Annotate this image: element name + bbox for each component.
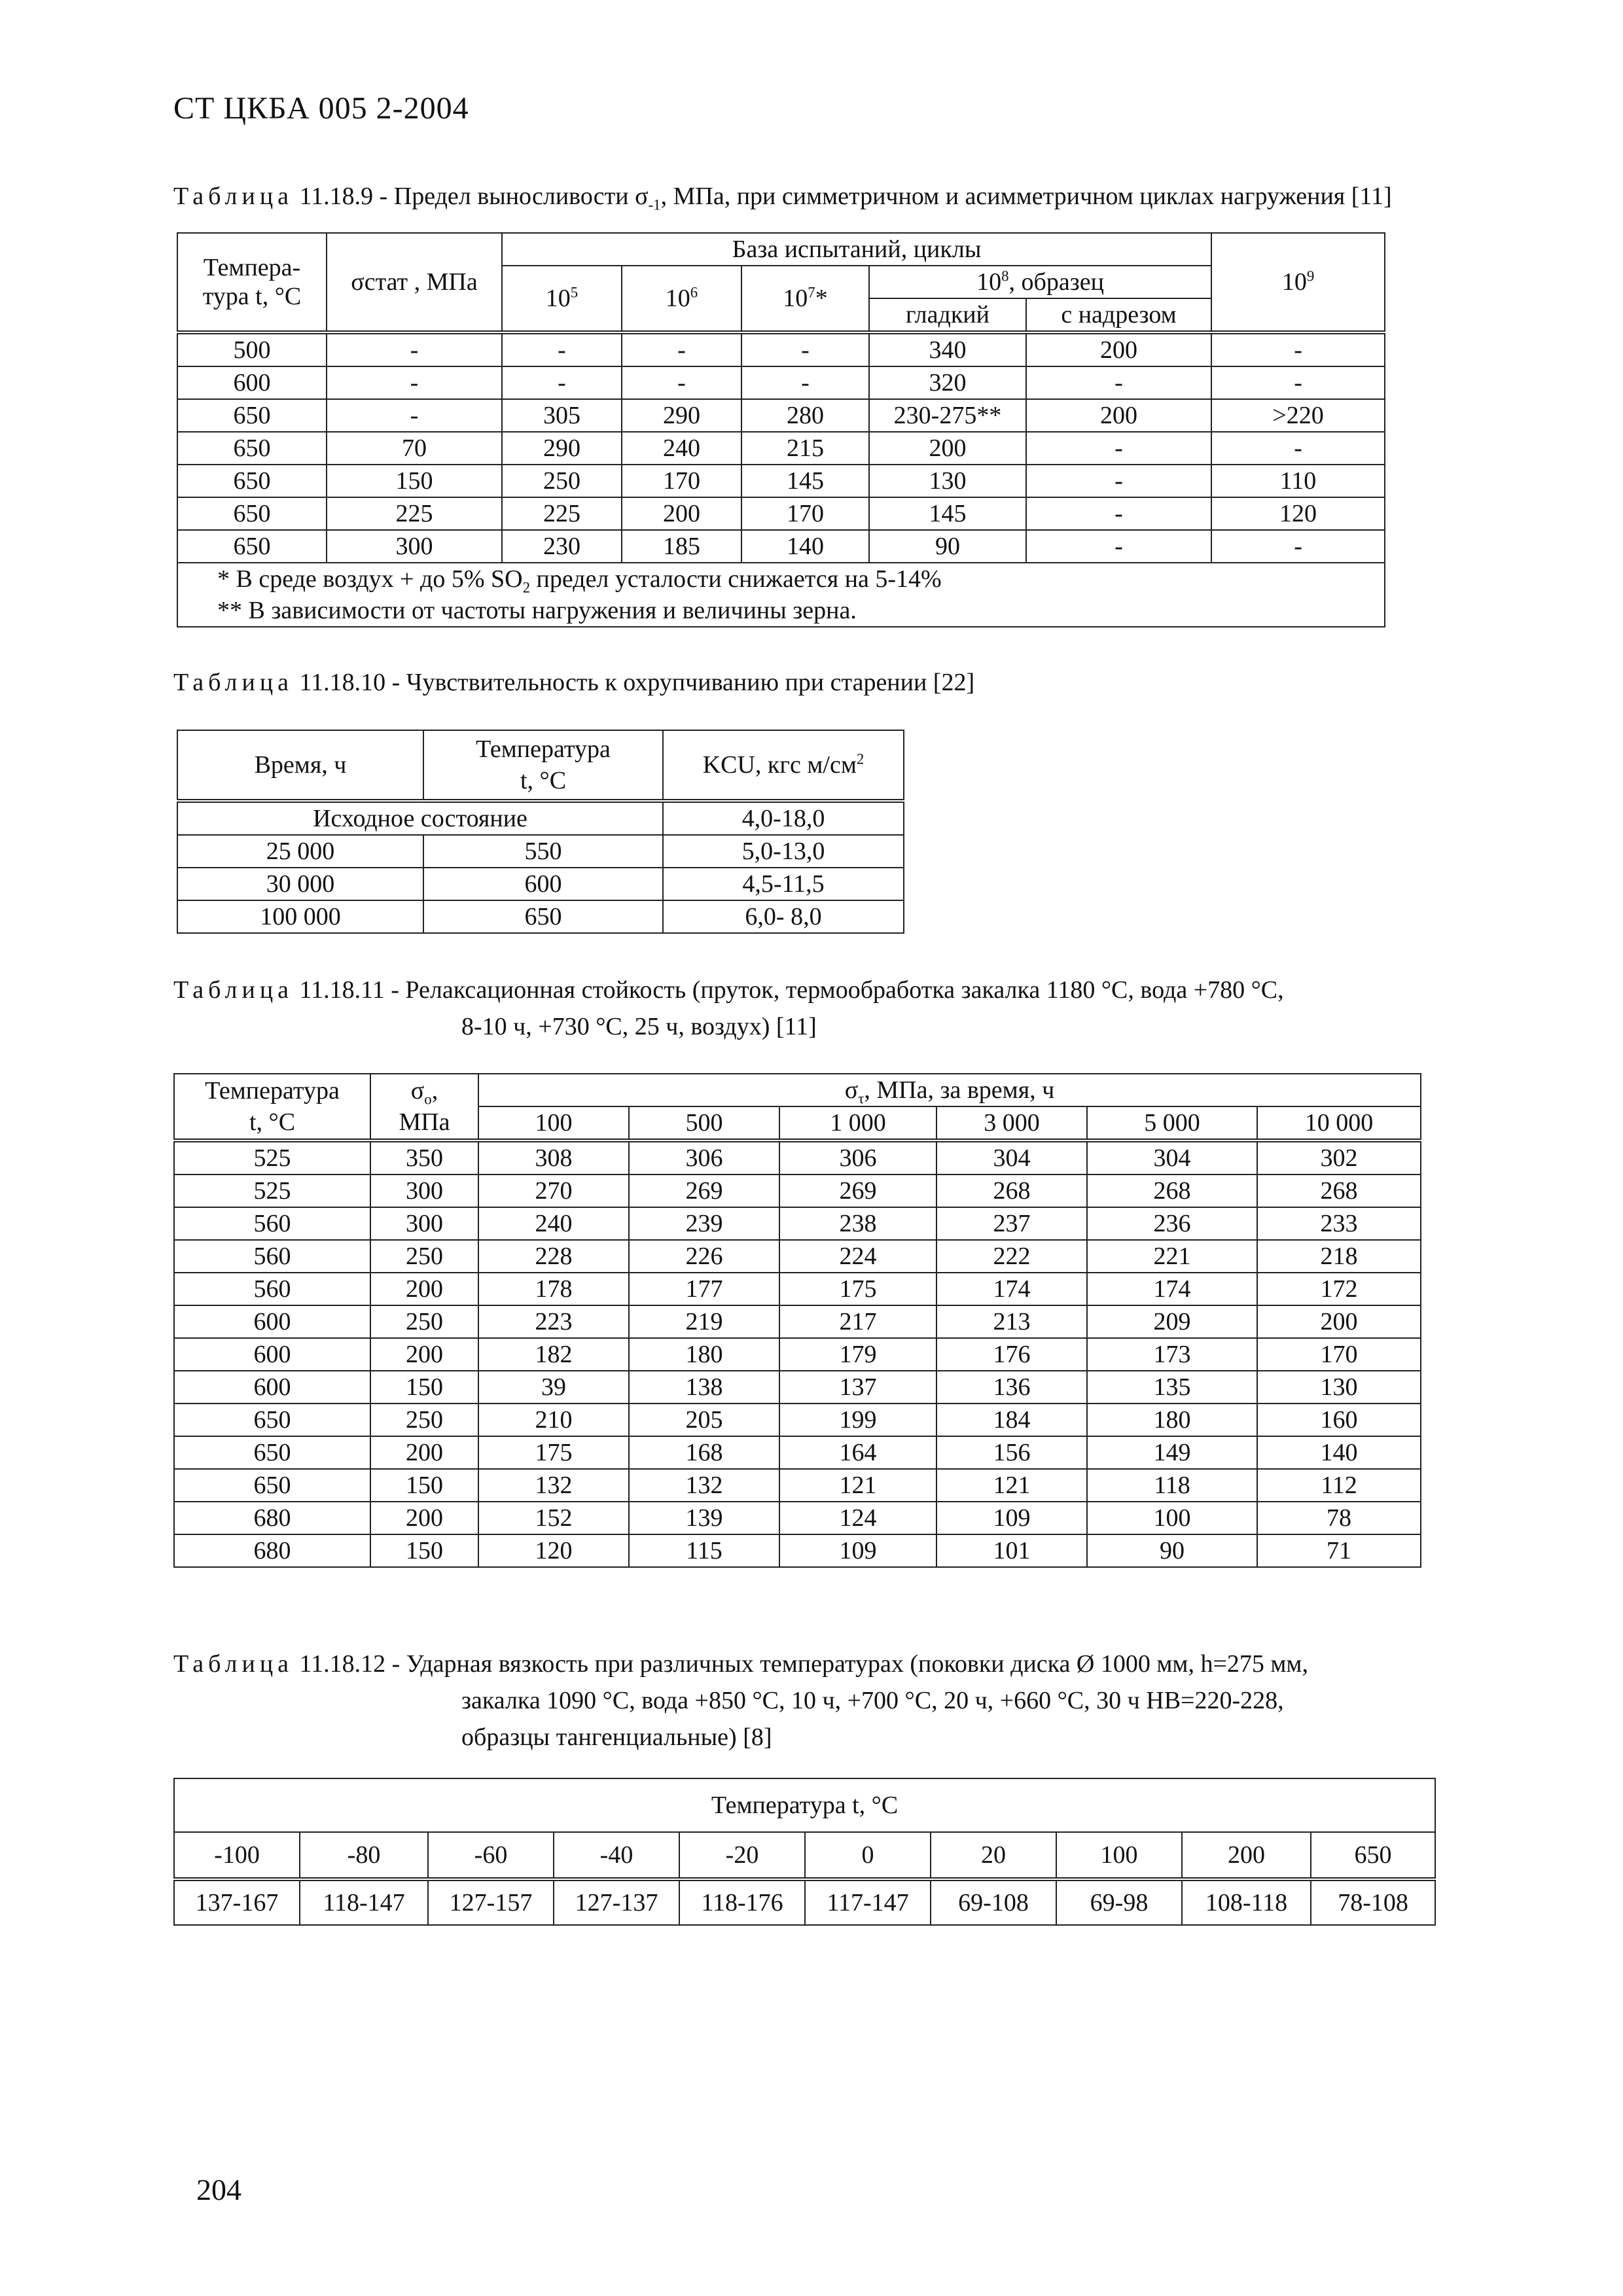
table11-cell: 250 [370, 1305, 478, 1338]
table10-initial-label: Исходное состояние [177, 801, 663, 835]
table11-cell: 226 [629, 1240, 779, 1273]
table-row [177, 900, 904, 933]
table11-cell: 124 [779, 1502, 936, 1534]
table11-cell: 200 [370, 1338, 478, 1371]
table11-cell: 121 [779, 1469, 936, 1502]
table11-cell: 209 [1087, 1305, 1257, 1338]
table9-cell: 70 [327, 432, 502, 465]
table11-cell: 120 [478, 1534, 629, 1567]
table9-header-notch: с надрезом [1026, 298, 1211, 332]
table11-cell: 304 [1087, 1140, 1257, 1174]
note1-a: * В среде воздух + до 5% SO [217, 565, 523, 593]
table11-cell: 306 [779, 1140, 936, 1174]
note1-b: предел усталости снижается на 5-14% [530, 565, 942, 593]
table9-header-106 [622, 266, 741, 332]
table10-header-kcu [663, 730, 904, 801]
table9-header-temp: Темпера-тура t, °С [177, 233, 327, 332]
t11-temp1: Температура [205, 1077, 340, 1104]
table9-cell: 230-275** [869, 399, 1026, 432]
table11-cell: 680 [174, 1534, 370, 1567]
table11-cell: 650 [174, 1469, 370, 1502]
table12-value: 137-167 [174, 1879, 300, 1925]
table9-cell: 200 [869, 432, 1026, 465]
t11-s0: σ [410, 1077, 425, 1104]
table9-cell: - [741, 332, 869, 366]
table9-header-107 [741, 266, 869, 332]
table9-cell: - [1026, 530, 1211, 563]
t11-temp2: t, °С [249, 1108, 296, 1136]
table11-cell: 302 [1257, 1140, 1421, 1174]
table9-header-105 [502, 266, 622, 332]
table11-cell: 300 [370, 1174, 478, 1207]
table9-108-base: 10 [976, 268, 1002, 296]
table9-note-1 [177, 563, 1385, 595]
table11-cell: 39 [478, 1371, 629, 1404]
table11-cell: 136 [936, 1371, 1087, 1404]
table11-cell: 178 [478, 1273, 629, 1305]
table-row [174, 1240, 1421, 1273]
table-row [174, 1404, 1421, 1436]
table11-cell: 213 [936, 1305, 1087, 1338]
table11-cell: 138 [629, 1371, 779, 1404]
table11-cell: 600 [174, 1338, 370, 1371]
table11-cell: 239 [629, 1207, 779, 1240]
table11-cell: 304 [936, 1140, 1087, 1174]
table9-107-base: 10 [783, 285, 808, 312]
table9-cell: 340 [869, 332, 1026, 366]
table11-cell: 221 [1087, 1240, 1257, 1273]
table12-temp: -40 [554, 1832, 679, 1879]
table11-cell: 525 [174, 1174, 370, 1207]
table11-cell: 268 [1087, 1174, 1257, 1207]
table9-cell: 150 [327, 465, 502, 497]
t11-s0-comma: , [431, 1077, 438, 1104]
table10-label: Таблица [173, 669, 294, 696]
table12-temp: -80 [300, 1832, 428, 1879]
table12-title-line1: - Ударная вязкость при различных температурах (поковки диска Ø 1000 мм, h=275 мм, [391, 1650, 1308, 1678]
table11-cell: 268 [936, 1174, 1087, 1207]
table9-106-base: 10 [665, 285, 690, 312]
table9-title-rest: , МПа, при симметричном и асимметричном циклах нагружения [11] [660, 183, 1392, 210]
t11-st-rest: , МПа, за время, ч [864, 1076, 1055, 1104]
table9-cell: >220 [1211, 399, 1385, 432]
table11-number: 11.18.11 [299, 976, 385, 1004]
table11-cell: 217 [779, 1305, 936, 1338]
table12-temp: -100 [174, 1832, 300, 1879]
table9-cell: 320 [869, 366, 1026, 399]
table9-cell: - [502, 332, 622, 366]
table9-title: - Предел выносливости σ [379, 183, 649, 210]
table11-header-sigma0 [370, 1074, 478, 1140]
table-row [174, 1502, 1421, 1534]
table10-cell: 600 [423, 868, 663, 900]
table9-cell: 170 [741, 497, 869, 530]
table9 [177, 232, 1385, 627]
t11-s0-unit: МПа [399, 1108, 450, 1136]
table11-cell: 269 [779, 1174, 936, 1207]
table9-note-2: ** В зависимости от частоты нагружения и величины зерна. [177, 595, 1385, 627]
table11-cell: 237 [936, 1207, 1087, 1240]
table9-cell: 650 [177, 530, 327, 563]
table9-cell: 305 [502, 399, 622, 432]
table11-header-time: 1 000 [779, 1106, 936, 1140]
table9-cell: 230 [502, 530, 622, 563]
table11-caption [173, 972, 1284, 1045]
table-row [177, 432, 1385, 465]
table11-cell: 600 [174, 1371, 370, 1404]
table11-cell: 560 [174, 1240, 370, 1273]
table11-cell: 182 [478, 1338, 629, 1371]
table11-cell: 160 [1257, 1404, 1421, 1436]
table11-label: Таблица [173, 976, 294, 1004]
table11-cell: 164 [779, 1436, 936, 1469]
table-row [177, 399, 1385, 432]
table-row [177, 530, 1385, 563]
table9-107-sup: 7 [808, 284, 815, 301]
table11-cell: 270 [478, 1174, 629, 1207]
table11-cell: 139 [629, 1502, 779, 1534]
table9-108-sup: 8 [1001, 268, 1009, 285]
table9-107-star: * [815, 285, 828, 312]
table11-cell: 152 [478, 1502, 629, 1534]
table9-cell: 650 [177, 465, 327, 497]
table11-cell: 121 [936, 1469, 1087, 1502]
table9-106-sup: 6 [690, 284, 698, 301]
table11-header-time: 5 000 [1087, 1106, 1257, 1140]
table11-cell: 205 [629, 1404, 779, 1436]
table11-cell: 269 [629, 1174, 779, 1207]
table11-header-time: 100 [478, 1106, 629, 1140]
table11-cell: 200 [1257, 1305, 1421, 1338]
table11-header-sigma-t [478, 1074, 1421, 1106]
page-number: 204 [196, 2173, 241, 2206]
table11-cell: 240 [478, 1207, 629, 1240]
table11-cell: 268 [1257, 1174, 1421, 1207]
table11-cell: 560 [174, 1207, 370, 1240]
table-row [174, 1140, 1421, 1174]
table9-header-smooth: гладкий [869, 298, 1026, 332]
t11-s0-sub: о [424, 1091, 432, 1108]
table11-cell: 150 [370, 1469, 478, 1502]
table11-cell: 350 [370, 1140, 478, 1174]
table12-temp: -60 [428, 1832, 554, 1879]
table-row [174, 1436, 1421, 1469]
table9-cell: - [502, 366, 622, 399]
table12-temp: 200 [1182, 1832, 1311, 1879]
table11-cell: 233 [1257, 1207, 1421, 1240]
table11-cell: 199 [779, 1404, 936, 1436]
table11-cell: 180 [629, 1338, 779, 1371]
t11-st-sub: τ [858, 1090, 865, 1106]
table11-cell: 175 [779, 1273, 936, 1305]
table9-cell: - [1026, 432, 1211, 465]
table12-temp: -20 [679, 1832, 805, 1879]
table9-cell: - [1026, 366, 1211, 399]
table11-cell: 150 [370, 1371, 478, 1404]
table11-cell: 150 [370, 1534, 478, 1567]
table9-title-sub: -1 [648, 196, 661, 213]
table11-cell: 218 [1257, 1240, 1421, 1273]
table9-caption [173, 178, 1392, 215]
table12 [173, 1778, 1436, 1926]
table12-temp: 650 [1311, 1832, 1435, 1879]
table11-title-line1: - Релаксационная стойкость (пруток, термообработка закалка 1180 °С, вода +780 °С, [391, 976, 1284, 1004]
table11-cell: 650 [174, 1436, 370, 1469]
table9-109-base: 10 [1281, 268, 1307, 296]
t10-temp1: Температура [476, 735, 611, 763]
table10-cell: 25 000 [177, 835, 423, 868]
table-row [174, 1305, 1421, 1338]
table9-cell: - [1026, 497, 1211, 530]
table9-109-sup: 9 [1306, 268, 1315, 285]
table9-cell: 120 [1211, 497, 1385, 530]
table11-cell: 200 [370, 1436, 478, 1469]
table11-cell: 168 [629, 1436, 779, 1469]
t11-st: σ [844, 1076, 859, 1104]
table11-cell: 132 [629, 1469, 779, 1502]
table11-cell: 175 [478, 1436, 629, 1469]
table11-cell: 560 [174, 1273, 370, 1305]
table11-cell: 100 [1087, 1502, 1257, 1534]
table11-cell: 184 [936, 1404, 1087, 1436]
table10-header-temp [423, 730, 663, 801]
table11-cell: 174 [936, 1273, 1087, 1305]
table9-cell: 185 [622, 530, 741, 563]
table9-cell: - [1211, 530, 1385, 563]
table12-temp: 0 [805, 1832, 931, 1879]
t10-kcu: KCU, кгс м/см [702, 751, 857, 779]
table11-cell: 172 [1257, 1273, 1421, 1305]
table12-value: 127-137 [554, 1879, 679, 1925]
table10-title: - Чувствительность к охрупчиванию при старении [22] [391, 669, 975, 696]
table9-header-base: База испытаний, циклы [502, 233, 1211, 266]
table11-cell: 228 [478, 1240, 629, 1273]
table11-header-time: 500 [629, 1106, 779, 1140]
table9-label: Таблица [173, 183, 294, 210]
table12-value: 69-108 [931, 1879, 1056, 1925]
table9-cell: 225 [502, 497, 622, 530]
table9-cell: - [1211, 332, 1385, 366]
table9-header-108 [869, 266, 1211, 298]
table-row [174, 1469, 1421, 1502]
table9-cell: 290 [622, 399, 741, 432]
table11-cell: 250 [370, 1240, 478, 1273]
table11-cell: 600 [174, 1305, 370, 1338]
table-row [177, 465, 1385, 497]
table11-cell: 170 [1257, 1338, 1421, 1371]
table11-cell: 109 [936, 1502, 1087, 1534]
table-row [177, 868, 904, 900]
table10-cell: 6,0- 8,0 [663, 900, 904, 933]
table9-header-sigma: σстат , МПа [327, 233, 502, 332]
table11-cell: 176 [936, 1338, 1087, 1371]
table10-initial-value: 4,0-18,0 [663, 801, 904, 835]
table11-cell: 200 [370, 1502, 478, 1534]
table10-cell: 100 000 [177, 900, 423, 933]
table10-caption [173, 664, 974, 701]
table11-cell: 223 [478, 1305, 629, 1338]
table11-cell: 135 [1087, 1371, 1257, 1404]
table12-temp: 100 [1056, 1832, 1182, 1879]
table11-cell: 650 [174, 1404, 370, 1436]
table-row [174, 1879, 1435, 1925]
table11-cell: 112 [1257, 1469, 1421, 1502]
table9-108-rest: , образец [1008, 268, 1104, 296]
table11-cell: 306 [629, 1140, 779, 1174]
table-row [174, 1338, 1421, 1371]
table9-cell: 170 [622, 465, 741, 497]
table11-cell: 130 [1257, 1371, 1421, 1404]
table11-cell: 115 [629, 1534, 779, 1567]
table9-cell: - [741, 366, 869, 399]
table10 [177, 730, 904, 934]
table9-cell: 290 [502, 432, 622, 465]
table12-title-line3: образцы тангенциальные) [8] [461, 1723, 772, 1751]
table9-cell: 250 [502, 465, 622, 497]
table9-cell: 130 [869, 465, 1026, 497]
table-row [177, 835, 904, 868]
table9-cell: 145 [869, 497, 1026, 530]
table9-cell: - [622, 332, 741, 366]
table9-cell: - [1211, 366, 1385, 399]
table10-number: 11.18.10 [299, 669, 386, 696]
table11-header-time: 10 000 [1257, 1106, 1421, 1140]
table11-cell: 156 [936, 1436, 1087, 1469]
table9-cell: 650 [177, 432, 327, 465]
table-row [177, 366, 1385, 399]
table11-cell: 174 [1087, 1273, 1257, 1305]
t10-kcu-sup: 2 [856, 751, 865, 768]
table12-value: 108-118 [1182, 1879, 1311, 1925]
table10-cell: 4,5-11,5 [663, 868, 904, 900]
table9-cell: 600 [177, 366, 327, 399]
table9-cell: 280 [741, 399, 869, 432]
table12-label: Таблица [173, 1650, 294, 1678]
table10-cell: 30 000 [177, 868, 423, 900]
table11-cell: 236 [1087, 1207, 1257, 1240]
table-row [177, 332, 1385, 366]
table11-cell: 149 [1087, 1436, 1257, 1469]
table11 [173, 1073, 1421, 1568]
table11-cell: 219 [629, 1305, 779, 1338]
table9-cell: 110 [1211, 465, 1385, 497]
table12-title-line2: закалка 1090 °С, вода +850 °С, 10 ч, +700 °С, 20 ч, +660 °С, 30 ч HB=220-228, [461, 1687, 1284, 1714]
table9-cell: - [622, 366, 741, 399]
table10-header-time: Время, ч [177, 730, 423, 801]
table9-cell: - [327, 399, 502, 432]
table9-cell: - [327, 332, 502, 366]
table-row [177, 801, 904, 835]
table11-cell: 109 [779, 1534, 936, 1567]
table12-number: 11.18.12 [299, 1650, 386, 1678]
table11-cell: 308 [478, 1140, 629, 1174]
table9-cell: 140 [741, 530, 869, 563]
table11-cell: 300 [370, 1207, 478, 1240]
table9-cell: - [327, 366, 502, 399]
document-header: СТ ЦКБА 005 2-2004 [173, 91, 469, 126]
table9-cell: 225 [327, 497, 502, 530]
table10-cell: 5,0-13,0 [663, 835, 904, 868]
table11-cell: 118 [1087, 1469, 1257, 1502]
table11-cell: 101 [936, 1534, 1087, 1567]
table11-cell: 210 [478, 1404, 629, 1436]
table-row [174, 1207, 1421, 1240]
table10-cell: 650 [423, 900, 663, 933]
table9-cell: 200 [622, 497, 741, 530]
table9-cell: - [1211, 432, 1385, 465]
table9-105-sup: 5 [570, 284, 579, 301]
table11-cell: 222 [936, 1240, 1087, 1273]
table11-cell: 132 [478, 1469, 629, 1502]
table9-cell: 300 [327, 530, 502, 563]
table11-cell: 680 [174, 1502, 370, 1534]
table12-value: 78-108 [1311, 1879, 1435, 1925]
table9-105-base: 10 [545, 285, 571, 312]
table12-value: 127-157 [428, 1879, 554, 1925]
table9-cell: 215 [741, 432, 869, 465]
table-row [174, 1832, 1435, 1879]
table9-cell: 650 [177, 497, 327, 530]
table9-cell: 650 [177, 399, 327, 432]
table9-cell: - [1026, 465, 1211, 497]
table-row [174, 1273, 1421, 1305]
table-row [174, 1534, 1421, 1567]
table12-header-temp: Температура t, °С [174, 1778, 1435, 1832]
table12-temp: 20 [931, 1832, 1056, 1879]
table9-cell: 145 [741, 465, 869, 497]
table11-cell: 525 [174, 1140, 370, 1174]
table11-cell: 173 [1087, 1338, 1257, 1371]
table12-value: 118-147 [300, 1879, 428, 1925]
table11-cell: 140 [1257, 1436, 1421, 1469]
table11-cell: 90 [1087, 1534, 1257, 1567]
table11-cell: 177 [629, 1273, 779, 1305]
table11-cell: 71 [1257, 1534, 1421, 1567]
table-row [174, 1174, 1421, 1207]
table12-value: 69-98 [1056, 1879, 1182, 1925]
table11-cell: 137 [779, 1371, 936, 1404]
table9-cell: 90 [869, 530, 1026, 563]
table11-cell: 180 [1087, 1404, 1257, 1436]
table9-header-109 [1211, 233, 1385, 332]
table9-cell: 500 [177, 332, 327, 366]
table9-cell: 200 [1026, 399, 1211, 432]
table11-cell: 224 [779, 1240, 936, 1273]
table11-cell: 78 [1257, 1502, 1421, 1534]
table12-caption [173, 1646, 1308, 1756]
table11-cell: 250 [370, 1404, 478, 1436]
table12-value: 118-176 [679, 1879, 805, 1925]
table11-header-time: 3 000 [936, 1106, 1087, 1140]
table11-header-temp [174, 1074, 370, 1140]
table9-cell: 200 [1026, 332, 1211, 366]
table-row [177, 497, 1385, 530]
table9-number: 11.18.9 [299, 183, 374, 210]
table12-value: 117-147 [805, 1879, 931, 1925]
table11-title-line2: 8-10 ч, +730 °С, 25 ч, воздух) [11] [461, 1013, 817, 1040]
table-row [174, 1371, 1421, 1404]
table11-cell: 238 [779, 1207, 936, 1240]
t10-temp2: t, °С [520, 767, 567, 794]
table11-cell: 200 [370, 1273, 478, 1305]
table10-cell: 550 [423, 835, 663, 868]
table9-cell: 240 [622, 432, 741, 465]
table11-cell: 179 [779, 1338, 936, 1371]
note1-sub: 2 [522, 579, 531, 595]
